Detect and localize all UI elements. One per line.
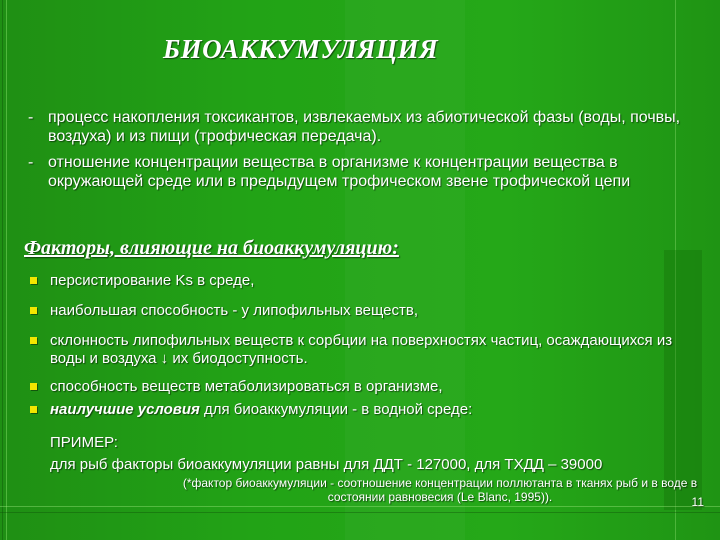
definition-list xyxy=(26,108,696,198)
best-conditions-emphasis: наилучшие условия xyxy=(50,401,200,418)
decor-line xyxy=(0,512,720,513)
factor-item xyxy=(28,302,688,320)
square-bullet-icon xyxy=(30,406,37,413)
factor-item xyxy=(28,401,688,419)
definition-item xyxy=(26,153,696,191)
factor-item xyxy=(28,332,688,368)
decor-line xyxy=(2,0,3,540)
best-conditions-text: для биоаккумуляции - в водной среде: xyxy=(199,401,473,418)
factor-text: склонность липофильных веществ к сорбции на поверхностях частиц, осаждающихся из воды и воздуха ↓ их биодоступность. xyxy=(50,332,673,367)
factors-list xyxy=(28,272,688,419)
factor-text: персистирование Ks в среде, xyxy=(50,272,255,289)
example-label: ПРИМЕР: xyxy=(50,434,118,451)
decor-line xyxy=(6,0,7,540)
square-bullet-icon xyxy=(30,337,37,344)
slide-title: БИОАККУМУЛЯЦИЯ xyxy=(163,34,439,64)
square-bullet-icon xyxy=(30,277,37,284)
factor-item xyxy=(28,378,688,396)
square-bullet-icon xyxy=(30,383,37,390)
square-bullet-icon xyxy=(30,307,37,314)
definition-item xyxy=(26,108,696,146)
factor-text: наибольшая способность - у липофильных веществ, xyxy=(50,302,418,319)
dash-bullet-icon: - xyxy=(28,154,34,171)
factor-item xyxy=(28,272,688,290)
dash-bullet-icon: - xyxy=(28,109,34,126)
definition-text: процесс накопления токсикантов, извлекаемых из абиотической фазы (воды, почвы, воздуха) и из пищи (трофическая передача). xyxy=(48,109,681,145)
definition-text: отношение концентрации вещества в организме к концентрации вещества в окружающей среде или в предыдущем трофическом звене трофической цепи xyxy=(48,154,631,190)
factor-text: способность веществ метаболизироваться в организме, xyxy=(50,378,443,395)
decor-line xyxy=(0,506,720,507)
decor-line xyxy=(675,0,676,540)
factors-heading: Факторы, влияющие на биоаккумуляцию: xyxy=(24,237,399,259)
slide-number: 11 xyxy=(691,495,704,509)
example-text: для рыб факторы биоаккумуляции равны для ДДТ - 127000, для ТХДД – 39000 xyxy=(50,456,603,473)
footnote: (*фактор биоаккумуляции - соотношение концентрации поллютанта в тканях рыб и в воде в состоянии равновесия (Le Blanc, 1995)). xyxy=(182,476,698,504)
